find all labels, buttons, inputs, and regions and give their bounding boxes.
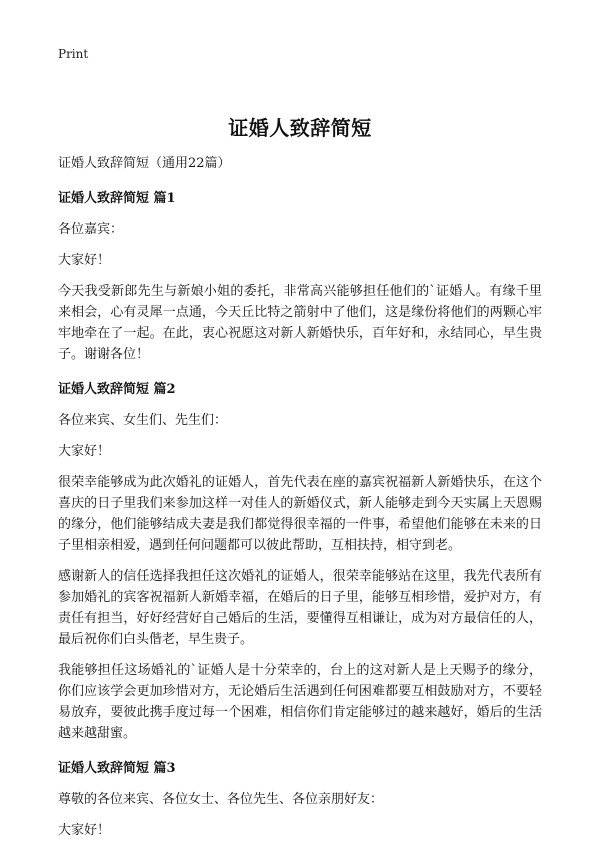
section-heading-1: 证婚人致辞简短 篇1 <box>58 191 176 206</box>
section-heading-3: 证婚人致辞简短 篇3 <box>58 761 176 776</box>
greeting-2: 各位来宾、女生们、先生们： <box>58 413 228 428</box>
paragraph-2-1: 很荣幸能够成为此次婚礼的证婚人，首先代表在座的嘉宾祝福新人新婚快乐，在这个喜庆的日子里我们来参加这样一对佳人的新婚仪式，新人能够走到今天实属上天恩赐的缘分，他们能够结成夫妻是我们都觉得很幸福的一件事，希望他们能够在未来的日子里相亲相爱，遇到任何问题都可以彼此帮助，互相扶持，相守到老。 <box>58 475 542 553</box>
salutation-2: 大家好！ <box>58 444 111 459</box>
salutation-1: 大家好！ <box>58 253 111 268</box>
salutation-3: 大家好！ <box>58 823 111 838</box>
greeting-1: 各位嘉宾： <box>58 222 124 237</box>
greeting-3: 尊敬的各位来宾、各位女士、各位先生、各位亲朋好友： <box>58 792 384 807</box>
page-subtitle: 证婚人致辞简短（通用22篇） <box>58 156 231 171</box>
paragraph-2-3: 我能够担任这场婚礼的`证婚人是十分荣幸的，台上的这对新人是上天赐予的缘分，你们应该学会更加珍惜对方，无论婚后生活遇到任何困难都要互相鼓励对方，不要轻易放弃，要彼此携手度过每一个困难，相信你们肯定能够过的越来越好，婚后的生活越来越甜蜜。 <box>58 663 542 741</box>
page-title: 证婚人致辞简短 <box>228 116 372 140</box>
section-heading-2: 证婚人致辞简短 篇2 <box>58 382 176 397</box>
document-content <box>58 78 542 841</box>
paragraph-2-2: 感谢新人的信任选择我担任这次婚礼的证婚人，很荣幸能够站在这里，我先代表所有参加婚礼的宾客祝福新人新婚幸福，在婚后的日子里，能够互相珍惜，爱护对方，有责任有担当，好好经营好自己婚后的生活，要懂得互相谦让，成为对方最信任的人，最后祝你们白头偕老，早生贵子。 <box>58 569 542 647</box>
paragraph-1-1: 今天我受新郎先生与新娘小姐的委托，非常高兴能够担任他们的`证婚人。有缘千里来相会，心有灵犀一点通，今天丘比特之箭射中了他们，这是缘份将他们的两颗心牢牢地牵在了一起。在此，衷心祝愿这对新人新婚快乐，百年好和，永结同心，早生贵子。谢谢各位！ <box>58 284 542 362</box>
print-link[interactable]: Print <box>58 47 89 61</box>
